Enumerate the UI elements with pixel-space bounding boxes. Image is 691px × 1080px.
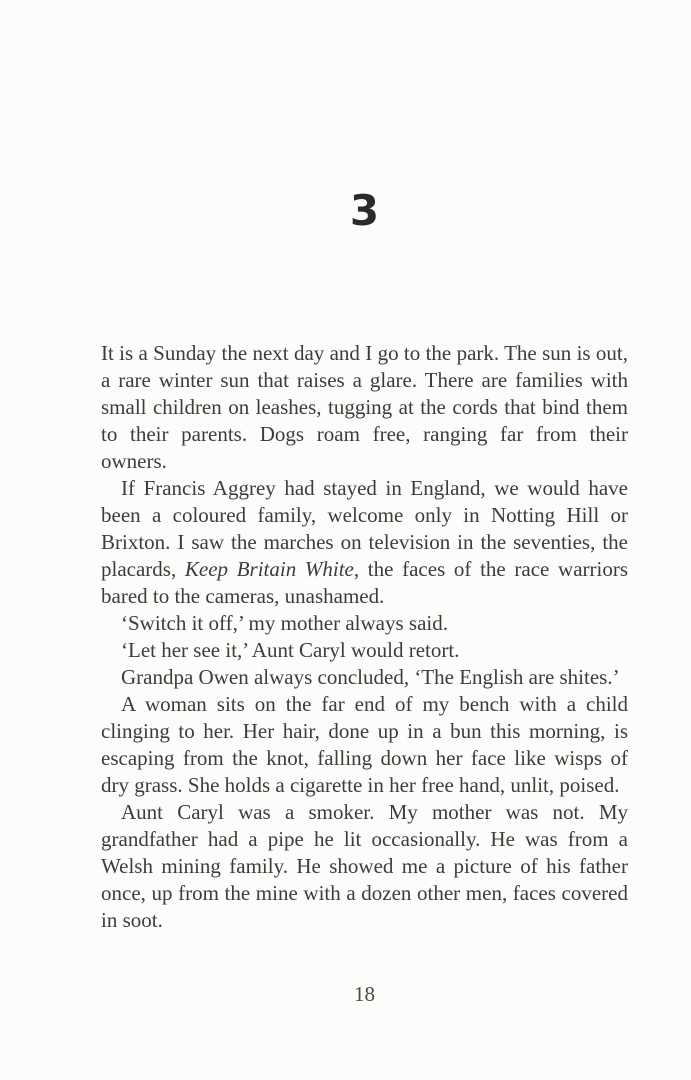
- body-text: [101, 340, 628, 934]
- text-run: It is a Sunday the next day and I go to the park. The sun is out, a rare winter sun that raises a glare. There are families with small children on leashes, tugging at the cords that bind them to their parents. Dogs roam free, ranging far from their owners.: [101, 341, 628, 473]
- paragraph: [101, 691, 628, 799]
- text-run: Aunt Caryl was a smoker. My mother was not. My grandfather had a pipe he lit occasionally. He was from a Welsh mining family. He showed me a picture of his father once, up from the mine with a dozen other men, faces covered in soot.: [101, 800, 628, 932]
- chapter-number: 3: [349, 186, 380, 235]
- text-run: ‘Let her see it,’ Aunt Caryl would retort.: [121, 638, 460, 662]
- text-run: , the faces of the race warriors bared to the cameras, unashamed.: [101, 557, 628, 608]
- paragraph: [101, 340, 628, 475]
- italic-phrase: Keep Britain White: [184, 557, 354, 581]
- text-run: If Francis Aggrey had stayed in England, we would have been a coloured family, welcome only in Notting Hill or Brixton. I saw the marches on television in the seventies, the placards,: [101, 476, 628, 581]
- paragraph: [101, 637, 628, 664]
- page-number: 18: [354, 982, 375, 1006]
- paragraph: [101, 610, 628, 637]
- text-run: A woman sits on the far end of my bench with a child clinging to her. Her hair, done up in a bun this morning, is escaping from the knot, falling down her face like wisps of dry grass. She holds a cigarette in her free hand, unlit, poised.: [101, 692, 628, 797]
- text-run: ‘Switch it off,’ my mother always said.: [121, 611, 448, 635]
- paragraph: [101, 475, 628, 610]
- text-run: Grandpa Owen always concluded, ‘The English are shites.’: [121, 665, 620, 689]
- paragraph: [101, 799, 628, 934]
- paragraph: [101, 664, 628, 691]
